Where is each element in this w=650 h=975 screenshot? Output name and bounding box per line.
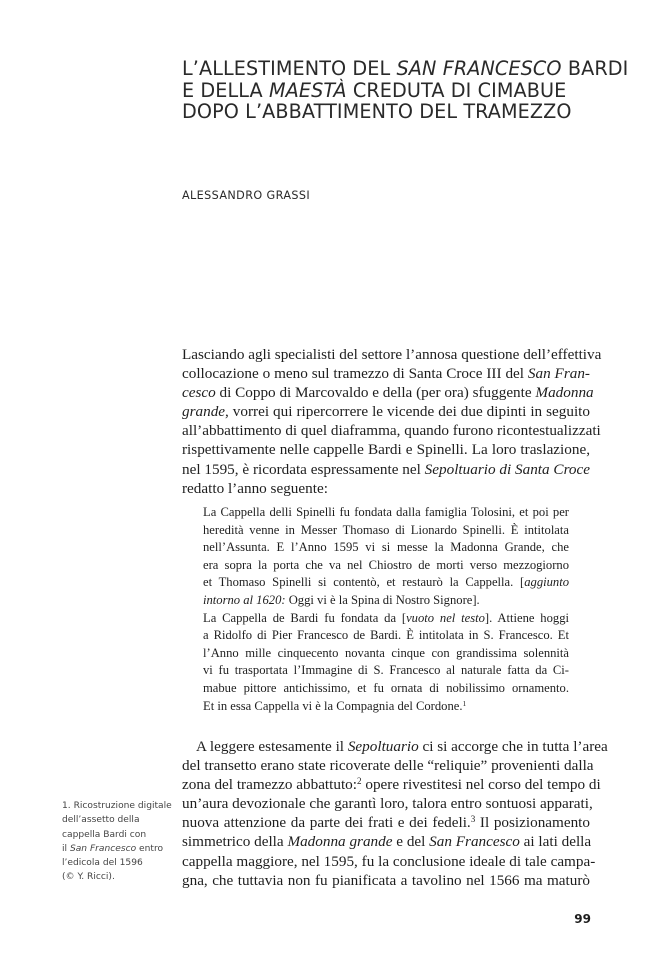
paragraph-line: simmetrico della Madonna grande e del San Francesco ai lati della [182,833,592,851]
paragraph-line: gna, che tuttavia non fu pianificata a tavolino nel 1566 ma maturò [182,871,590,889]
paragraph-line: nuova attenzione da parte dei frati e dei fedeli.$^3$ Il posizionamento [182,814,590,832]
caption-line: il San Francesco entro [62,843,164,854]
author-name: ALESSANDRO GRASSI [182,189,311,202]
quote-line: Et in essa Cappella vi è la Compagnia del Cordone.$^1$ [203,698,467,713]
title-italic-maesta: MAESTÀ [268,78,347,102]
paragraph-line: cappella maggiore, nel 1595, fu la conclusione ideale di tale campa- [182,852,596,870]
quote-line: a Ridolfo di Pier Francesco de Bardi. È intitolata in S. Francesco. Et [203,628,569,643]
paragraph-line: cesco di Coppo di Marcovaldo e della (per ora) sfuggente Madonna [182,384,594,402]
paragraph-line: un’aura devozionale che garantì loro, talora entro sontuosi apparati, [182,795,593,813]
caption-line: 1. Ricostruzione digitale [62,801,172,811]
title-italic-san-francesco: SAN FRANCESCO [396,57,562,80]
paragraph-line: zona del tramezzo abbattuto:$^2$ opere rivestitesi nel corso del tempo di [182,776,601,794]
quote-line: vi fu trasportata l’Immagine di S. Francesco al naturale fatta da Ci- [203,663,569,678]
paragraph-line: nel 1595, è ricordata espressamente nel Sepoltuario di Santa Croce [182,460,590,478]
quote-line: nell’Assunta. E l’Anno 1595 vi si messe la Madonna Grande, che [203,540,569,555]
caption-line: cappella Bardi con [62,829,147,840]
paragraph-line: del transetto erano state ricoverate delle “reliquie” provenienti dalla [182,757,594,775]
paragraph-line: A leggere estesamente il Sepoltuario ci si accorge che in tutta l’area [196,738,608,755]
figure-caption [62,799,174,885]
title-line-2: E DELLA MAESTÀ CREDUTA DI CIMABUE [182,78,567,102]
caption-line: (© Y. Ricci). [62,872,115,883]
quote-line: La Cappella de Bardi fu fondata da [vuoto nel testo]. Attiene hoggi [203,610,569,625]
paragraph-intro [182,345,602,498]
quote-line: La Cappella delli Spinelli fu fondata dalla famiglia Tolosini, et poi per [203,505,569,519]
quote-line: mabue pittore antichissimo, et fu ornata di nobilissimo ornamento. [203,680,569,695]
paragraph-sepoltuario [182,737,608,890]
paragraph-line: collocazione o meno sul tramezzo di Santa Croce III del San Fran- [182,365,590,383]
title-line-3: DOPO L’ABBATTIMENTO DEL TRAMEZZO [182,100,572,123]
paragraph-line: rispettivamente nelle cappelle Bardi e Spinelli. La loro traslazione, [182,441,590,459]
caption-line: dell’assetto della [62,815,140,826]
quote-line: l’Anno mille cinquecento novanta cinque con grandissima solennità [203,645,569,660]
block-quotation [203,504,569,715]
article-title [182,57,629,123]
footnote-marker-1[interactable]: 1 [462,698,467,708]
quote-line: et Thomaso Spinelli si contentò, et restaurò la Cappella. [aggiunto [203,575,569,590]
footnote-marker-3[interactable]: 3 [470,814,476,825]
quote-line: era sopra la porta che va nel Chiostro de morti verso mezzogiorno [203,557,569,572]
quote-line: heredità venne in Messer Thomaso di Lionardo Spinelli. È intitolata [203,522,569,537]
paragraph-line: redatto l’anno seguente: [182,479,328,497]
paragraph-line: Lasciando agli specialisti del settore l’annosa questione dell’effettiva [182,346,602,363]
caption-line: l’edicola del 1596 [62,858,143,869]
title-line-1: L’ALLESTIMENTO DEL SAN FRANCESCO BARDI [182,57,629,80]
page-number: 99 [574,912,591,926]
footnote-marker-2[interactable]: 2 [357,776,362,787]
quote-line: intorno al 1620: Oggi vi è la Spina di Nostro Signore]. [203,592,480,607]
paragraph-line: all’abbattimento di quel diaframma, quando furono ricontestualizzati [182,422,601,440]
paragraph-line: grande, vorrei qui ripercorrere le vicende dei due dipinti in seguito [182,403,590,421]
